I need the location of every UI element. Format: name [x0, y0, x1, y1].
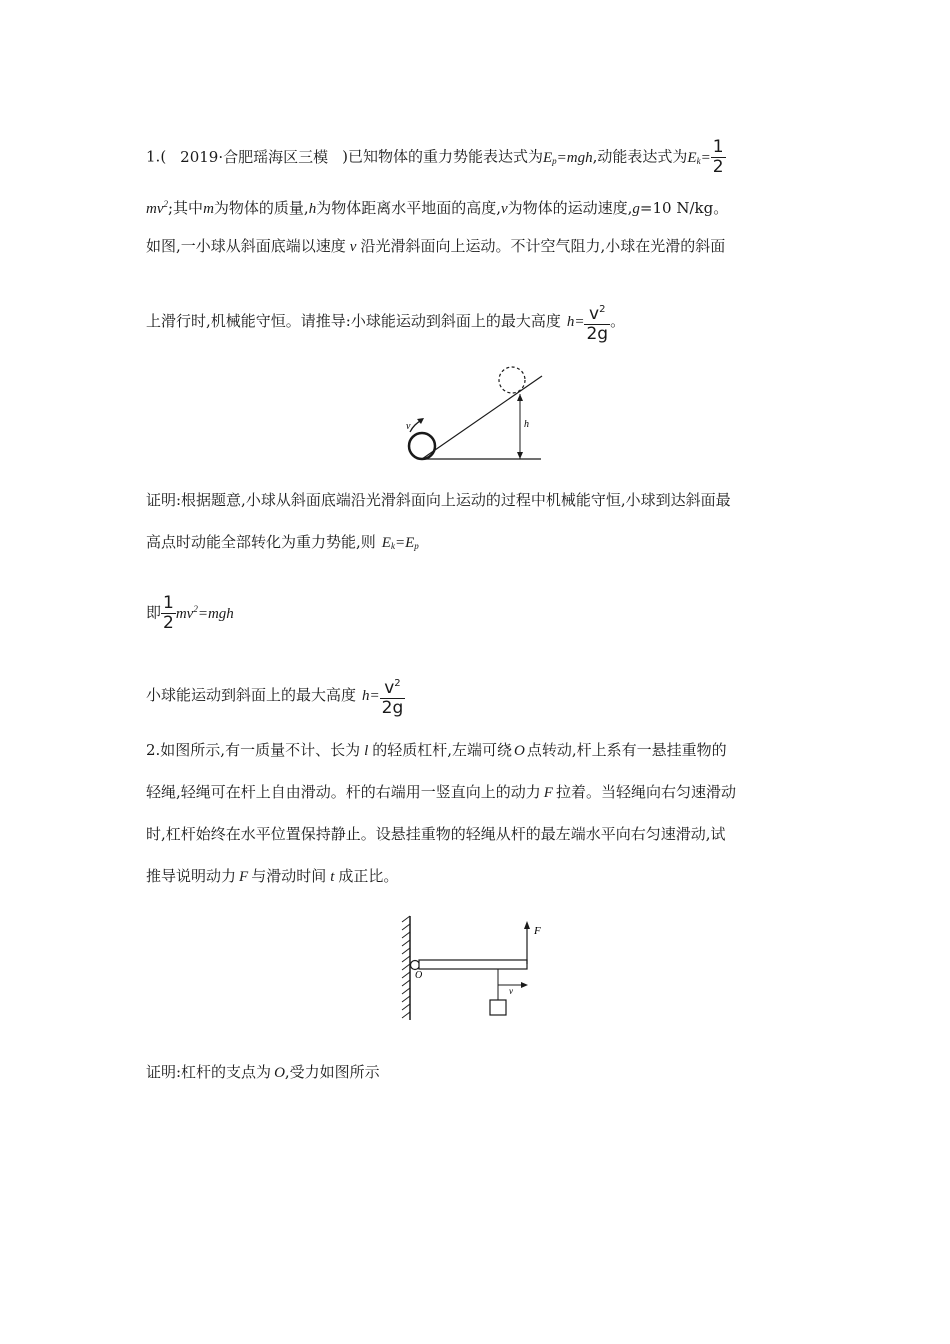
ball: [409, 433, 435, 459]
proof1-line-2: 高点时动能全部转化为重力势能,则 $E_k=E_p$: [146, 533, 419, 551]
incline-figure: [400, 360, 550, 465]
q1-line-4: 上滑行时,机械能守恒。请推导:小球能运动到斜面上的最大高度 h= $\frac{v^2}{2g}$ 。: [146, 300, 625, 344]
force-label: F: [534, 925, 541, 937]
height-arrow-top: [517, 394, 523, 401]
lever-figure: [398, 912, 558, 1024]
slide-velocity-arrowhead: [521, 982, 528, 988]
q1-line-1: 1.( 2019·合肥瑶海区三模 )已知物体的重力势能表达式为$E_p=mgh$,动能表达式为$E_k=$ $\frac{1}{2}$: [146, 137, 724, 177]
fraction-one-half: $\frac{1}{2}$: [712, 137, 724, 177]
max-height-fraction: $\frac{v^2}{2g}$: [381, 678, 404, 718]
q1-line-3: 如图,一小球从斜面底端以速度 v 沿光滑斜面向上运动。不计空气阻力,小球在光滑的斜面: [146, 237, 726, 255]
force-arrowhead: [524, 921, 530, 929]
proof1-line-1: 证明:根据题意,小球从斜面底端沿光滑斜面向上运动的过程中机械能守恒,小球到达斜面最: [146, 491, 731, 509]
height-arrow-bottom: [517, 452, 523, 459]
incline-line: [422, 376, 542, 459]
lever-bar: [419, 960, 527, 969]
ep-symbol: $E_p=mgh$: [543, 149, 593, 166]
ball-top-position: [499, 367, 525, 393]
pivot: [411, 961, 420, 970]
q2-line-1: 2.如图所示,有一质量不计、长为 l 的轻质杠杆,左端可绕 O 点转动,杆上系有一悬挂重物的: [146, 741, 727, 759]
ek-symbol: $E_k=$: [687, 149, 711, 166]
mv-squared: $mv^2$: [146, 199, 168, 217]
fraction-one-half: $\frac{1}{2}$: [163, 593, 174, 633]
weight-box: [490, 1000, 506, 1015]
pivot-label: O: [415, 970, 423, 981]
slide-velocity-label: v: [509, 986, 513, 996]
max-height-fraction: $\frac{v^2}{2g}$: [586, 304, 609, 344]
question-number: 1.: [146, 147, 161, 166]
question-source: 2019·合肥瑶海区三模: [180, 147, 329, 166]
proof1-line-4: 小球能运动到斜面上的最大高度 h= $\frac{v^2}{2g}$: [146, 674, 405, 718]
proof1-line-3: 即 $\frac{1}{2}$ $mv^2=mgh$: [146, 593, 234, 633]
q1-line-2: $mv^2$;其中m为物体的质量,h为物体距离水平地面的高度,v为物体的运动速度,g=10 N/kg。: [146, 199, 729, 217]
q2-line-4: 推导说明动力 F 与滑动时间 t 成正比。: [146, 867, 399, 885]
height-label: h: [524, 419, 529, 430]
wall-hatching: [402, 916, 410, 1018]
velocity-label: v: [406, 421, 411, 432]
proof2-line-1: 证明:杠杆的支点为 O,受力如图所示: [146, 1063, 380, 1081]
q2-line-3: 时,杠杆始终在水平位置保持静止。设悬挂重物的轻绳从杆的最左端水平向右匀速滑动,试: [146, 825, 726, 843]
q2-line-2: 轻绳,轻绳可在杆上自由滑动。杆的右端用一竖直向上的动力 F 拉着。当轻绳向右匀速滑动: [146, 783, 736, 801]
